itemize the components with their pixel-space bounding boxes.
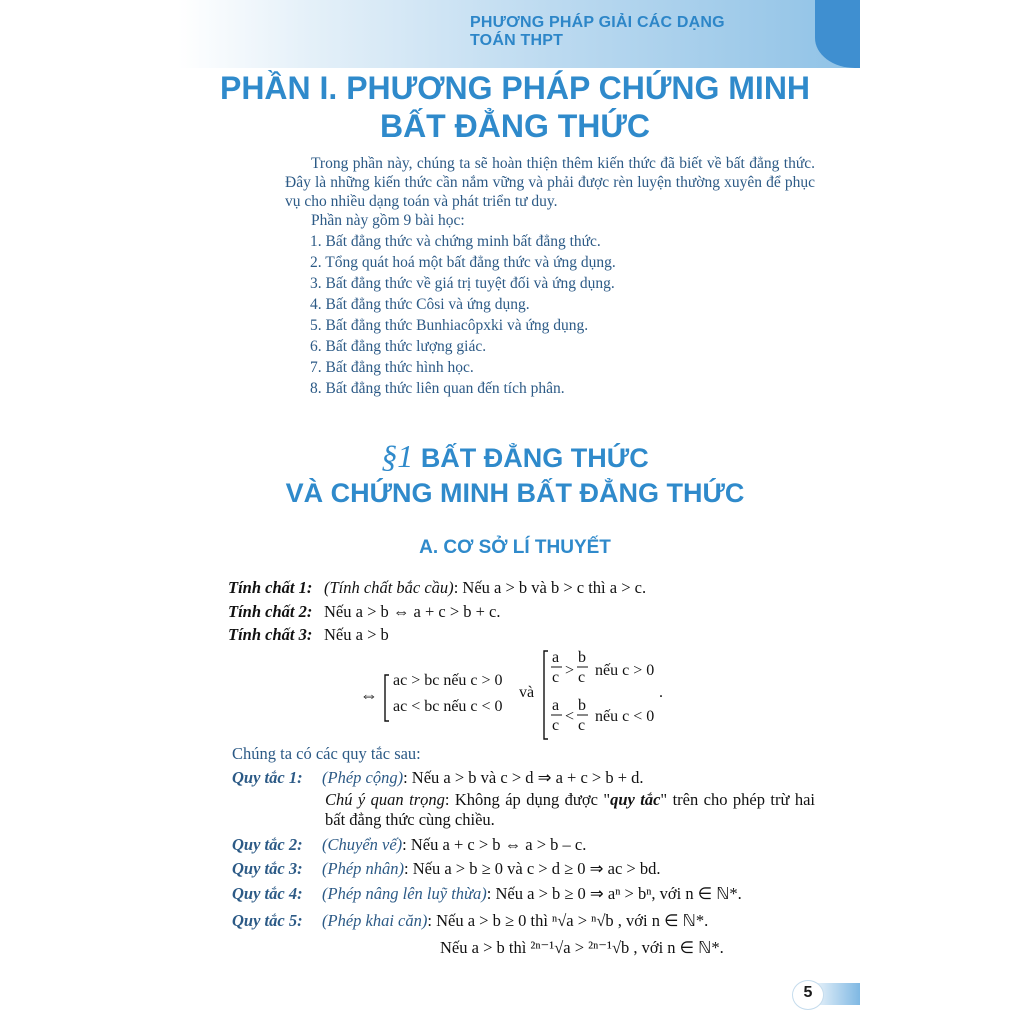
cond-pos: nếu c > 0 bbox=[595, 662, 655, 679]
frac-num: b bbox=[578, 649, 586, 666]
frac-den: c bbox=[578, 717, 586, 734]
left-bottom-case: ac < bc nếu c < 0 bbox=[393, 698, 503, 715]
part-title-line2: BẤT ĐẲNG THỨC bbox=[379, 108, 651, 144]
rule-text: : Nếu a > b ≥ 0 thì ⁿ√a > ⁿ√b , với n ∈ ℕ*. bbox=[427, 911, 709, 930]
left-top-case: ac > bc nếu c > 0 bbox=[393, 672, 503, 689]
note-text-after: " trên cho phép trừ hai bất đẳng thức cùng chiều. bbox=[325, 790, 815, 829]
rules-intro: Chúng ta có các quy tắc sau: bbox=[232, 744, 421, 763]
rule-5-line2: Nếu a > b thì ²ⁿ⁻¹√a > ²ⁿ⁻¹√b , với n ∈ ℕ*. bbox=[440, 938, 724, 957]
rule-label: Quy tắc 5: bbox=[232, 911, 303, 930]
intro-block bbox=[285, 154, 815, 230]
property-1 bbox=[228, 578, 646, 598]
list-item: 2. Tổng quát hoá một bất đẳng thức và ứng dụng. bbox=[310, 254, 616, 271]
rule-paren: (Phép cộng) bbox=[322, 768, 404, 787]
list-item: 1. Bất đẳng thức và chứng minh bất đẳng thức. bbox=[310, 233, 601, 250]
rule-label: Quy tắc 3: bbox=[232, 859, 303, 878]
part-title-line1: PHẦN I. PHƯƠNG PHÁP CHỨNG MINH bbox=[219, 70, 811, 106]
lt-symbol: < bbox=[565, 708, 575, 725]
rule-paren: (Phép nhân) bbox=[322, 859, 405, 878]
important-note bbox=[325, 790, 815, 830]
conjunction: và bbox=[519, 684, 535, 701]
running-title: PHƯƠNG PHÁP GIẢI CÁC DẠNG TOÁN THPT bbox=[470, 14, 725, 49]
rule-label: Quy tắc 1: bbox=[232, 768, 303, 787]
frac-den: c bbox=[578, 669, 586, 686]
section-title-text: BẤT ĐẲNG THỨC bbox=[420, 443, 649, 473]
rule-paren: (Phép nâng lên luỹ thừa) bbox=[322, 884, 487, 903]
subsection-title: A. CƠ SỞ LÍ THUYẾT bbox=[419, 537, 611, 558]
rule-text: : Nếu a > b ≥ 0 và c > d ≥ 0 ⇒ ac > bd. bbox=[404, 859, 661, 878]
left-bracket bbox=[385, 675, 389, 721]
rule-4 bbox=[232, 884, 742, 904]
section-title-line1 bbox=[180, 438, 850, 475]
page-number: 5 bbox=[803, 984, 813, 1001]
list-item: 5. Bất đẳng thức Bunhiacôpxki và ứng dụng. bbox=[310, 317, 589, 334]
list-item: 7. Bất đẳng thức hình học. bbox=[310, 359, 474, 376]
frac-num: a bbox=[552, 697, 560, 714]
rule-1 bbox=[232, 768, 644, 788]
lesson-intro: Phần này gồm 9 bài học: bbox=[311, 212, 465, 229]
property-paren: (Tính chất bắc cầu) bbox=[324, 578, 454, 597]
list-item: 4. Bất đẳng thức Côsi và ứng dụng. bbox=[310, 296, 530, 313]
rule-3 bbox=[232, 859, 660, 879]
note-label: Chú ý quan trọng bbox=[325, 790, 445, 809]
property-label: Tính chất 2: bbox=[228, 602, 313, 621]
frac-den: c bbox=[552, 669, 560, 686]
property-3 bbox=[228, 625, 389, 645]
lesson-list bbox=[310, 233, 810, 401]
rule-text: : Nếu a + c > b ⇔ a > b – c. bbox=[402, 835, 587, 854]
note-text-before: : Không áp dụng được " bbox=[444, 790, 611, 809]
section-title-line2: VÀ CHỨNG MINH BẤT ĐẲNG THỨC bbox=[285, 478, 745, 508]
rule-label: Quy tắc 4: bbox=[232, 884, 303, 903]
frac-num: a bbox=[552, 649, 560, 666]
formula-end: . bbox=[659, 684, 663, 701]
property-3-formula bbox=[355, 645, 675, 745]
intro-paragraph: Trong phần này, chúng ta sẽ hoàn thiện thêm kiến thức đã biết về bất đẳng thức. Đây là những kiến thức cần nắm vững và phải được rèn luyện thường xuyên để phục vụ cho nhiều dạng toán và phát triển tư duy. bbox=[285, 155, 815, 210]
gt-symbol: > bbox=[565, 662, 575, 679]
property-2 bbox=[228, 602, 501, 622]
list-item: 8. Bất đẳng thức liên quan đến tích phân. bbox=[310, 380, 565, 397]
property-text: Nếu a > b ⇔ a + c > b + c. bbox=[324, 602, 501, 621]
rule-2 bbox=[232, 835, 586, 855]
list-item: 6. Bất đẳng thức lượng giác. bbox=[310, 338, 487, 355]
iff-symbol: ⇔ bbox=[360, 685, 378, 705]
rule-label: Quy tắc 2: bbox=[232, 835, 303, 854]
section-symbol: §1 bbox=[381, 438, 414, 474]
property-text: : Nếu a > b và b > c thì a > c. bbox=[453, 578, 647, 597]
frac-num: b bbox=[578, 697, 586, 714]
rule-paren: (Phép khai căn) bbox=[322, 911, 428, 930]
property-label: Tính chất 3: bbox=[228, 625, 313, 644]
cond-neg: nếu c < 0 bbox=[595, 708, 655, 725]
property-label: Tính chất 1: bbox=[228, 578, 313, 597]
rule-text: : Nếu a > b và c > d ⇒ a + c > b + d. bbox=[403, 768, 644, 787]
property-text: Nếu a > b bbox=[324, 625, 389, 644]
rule-5 bbox=[232, 911, 708, 931]
right-bracket bbox=[544, 651, 548, 739]
rule-paren: (Chuyển vế) bbox=[322, 835, 403, 854]
rule-text: : Nếu a > b ≥ 0 ⇒ aⁿ > bⁿ, với n ∈ ℕ*. bbox=[486, 884, 742, 903]
frac-den: c bbox=[552, 717, 560, 734]
note-emphasis: quy tắc bbox=[610, 790, 661, 809]
list-item: 3. Bất đẳng thức về giá trị tuyệt đối và ứng dụng. bbox=[310, 275, 615, 292]
